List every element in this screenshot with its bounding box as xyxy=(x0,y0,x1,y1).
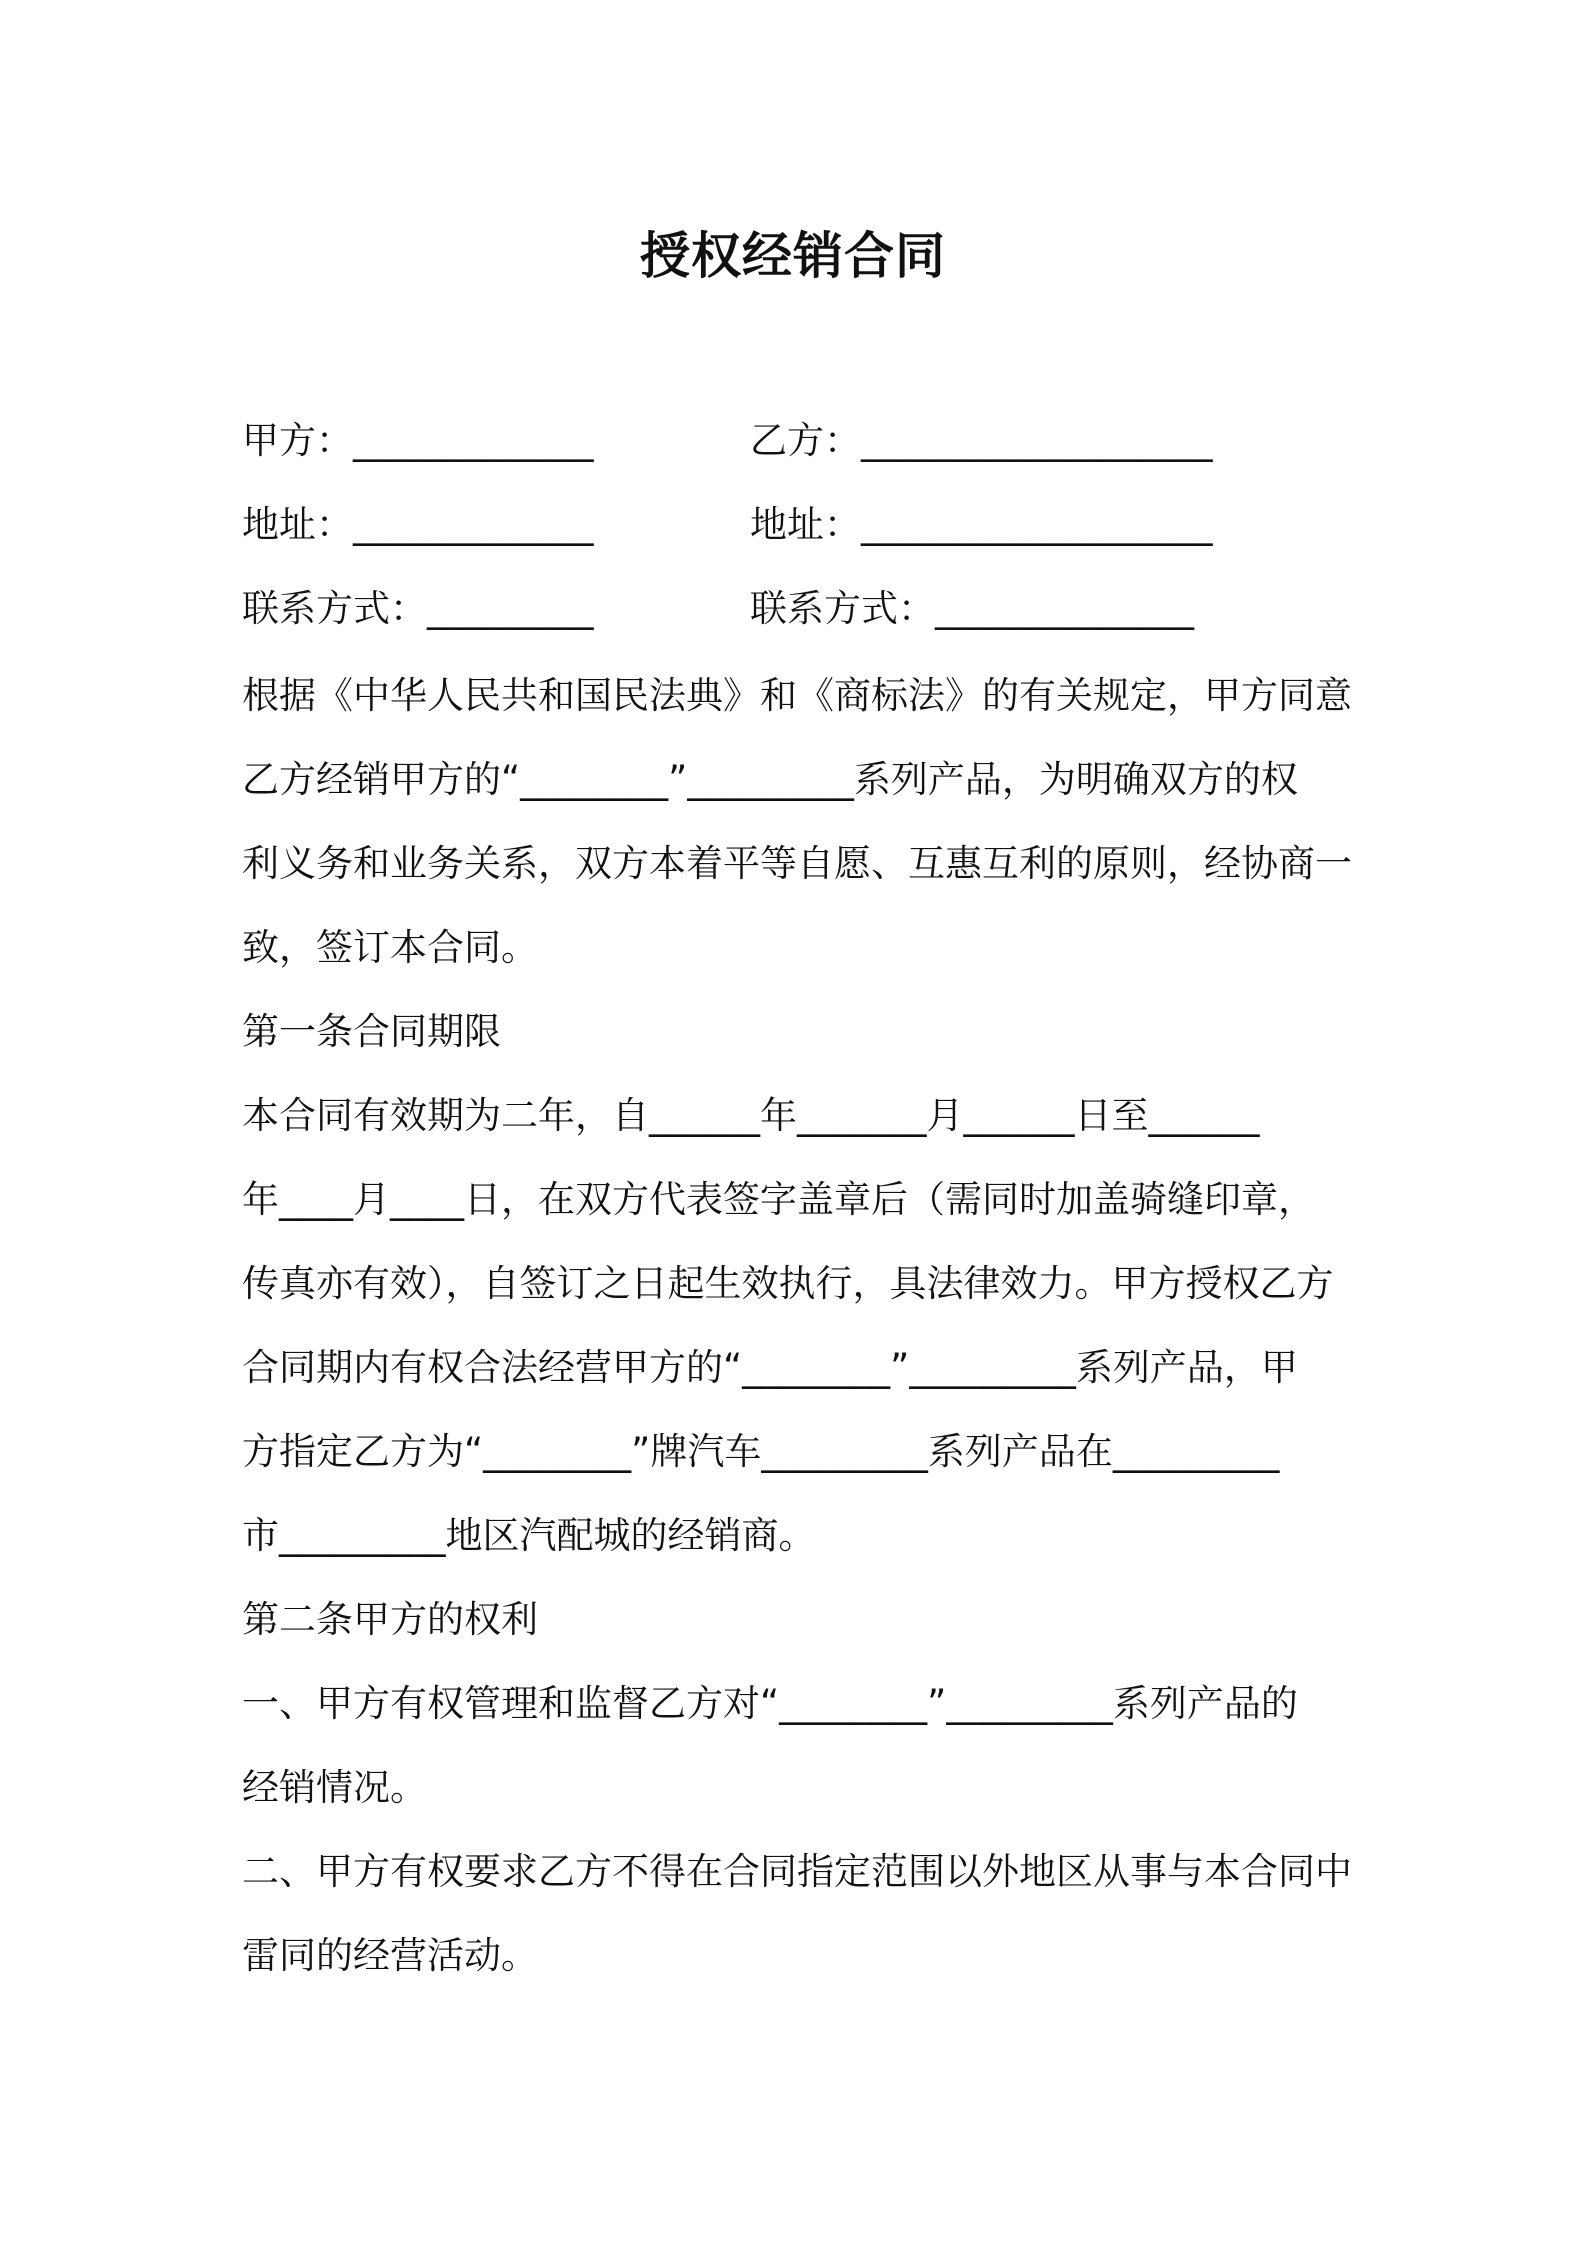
party-address-row xyxy=(242,494,1362,554)
party-a-address: 地址：_____________ xyxy=(242,503,594,546)
body-line: 致，签订本合同。 xyxy=(242,926,538,969)
body-line: 经销情况。 xyxy=(242,1766,427,1809)
party-a-name: 甲方：_____________ xyxy=(242,419,594,462)
section-heading-term: 第一条合同期限 xyxy=(242,1010,501,1053)
contract-body xyxy=(242,654,1362,1998)
body-line: 根据《中华人民共和国民法典》和《商标法》的有关规定，甲方同意 xyxy=(242,674,1352,717)
body-line: 年____月____日，在双方代表签字盖章后（需同时加盖骑缝印章， xyxy=(242,1178,1315,1221)
body-line: 本合同有效期为二年，自______年_______月______日至______ xyxy=(242,1094,1260,1137)
body-line: 方指定乙方为“________”牌汽车_________系列产品在_________ xyxy=(242,1430,1280,1473)
party-b-contact: 联系方式：______________ xyxy=(750,587,1194,630)
document-title: 授权经销合同 xyxy=(640,227,946,285)
section-heading-party-a-rights: 第二条甲方的权利 xyxy=(242,1598,538,1641)
party-a-contact: 联系方式：_________ xyxy=(242,587,594,630)
body-line: 传真亦有效），自签订之日起生效执行，具法律效力。甲方授权乙方 xyxy=(242,1262,1334,1305)
body-line: 市_________地区汽配城的经销商。 xyxy=(242,1514,816,1557)
body-line: 二、甲方有权要求乙方不得在合同指定范围以外地区从事与本合同中 xyxy=(242,1850,1352,1893)
party-b-address: 地址：___________________ xyxy=(750,503,1213,546)
body-line: 合同期内有权合法经营甲方的“________”_________系列产品，甲 xyxy=(242,1346,1298,1389)
body-line: 利义务和业务关系，双方本着平等自愿、互惠互利的原则，经协商一 xyxy=(242,842,1352,885)
body-line: 乙方经销甲方的“________”_________系列产品，为明确双方的权 xyxy=(242,758,1298,801)
body-line: 雷同的经营活动。 xyxy=(242,1934,538,1977)
party-b-name: 乙方：___________________ xyxy=(750,419,1213,462)
body-line: 一、甲方有权管理和监督乙方对“________”_________系列产品的 xyxy=(242,1682,1298,1725)
party-contact-row xyxy=(242,578,1362,638)
party-name-row xyxy=(242,410,1362,470)
